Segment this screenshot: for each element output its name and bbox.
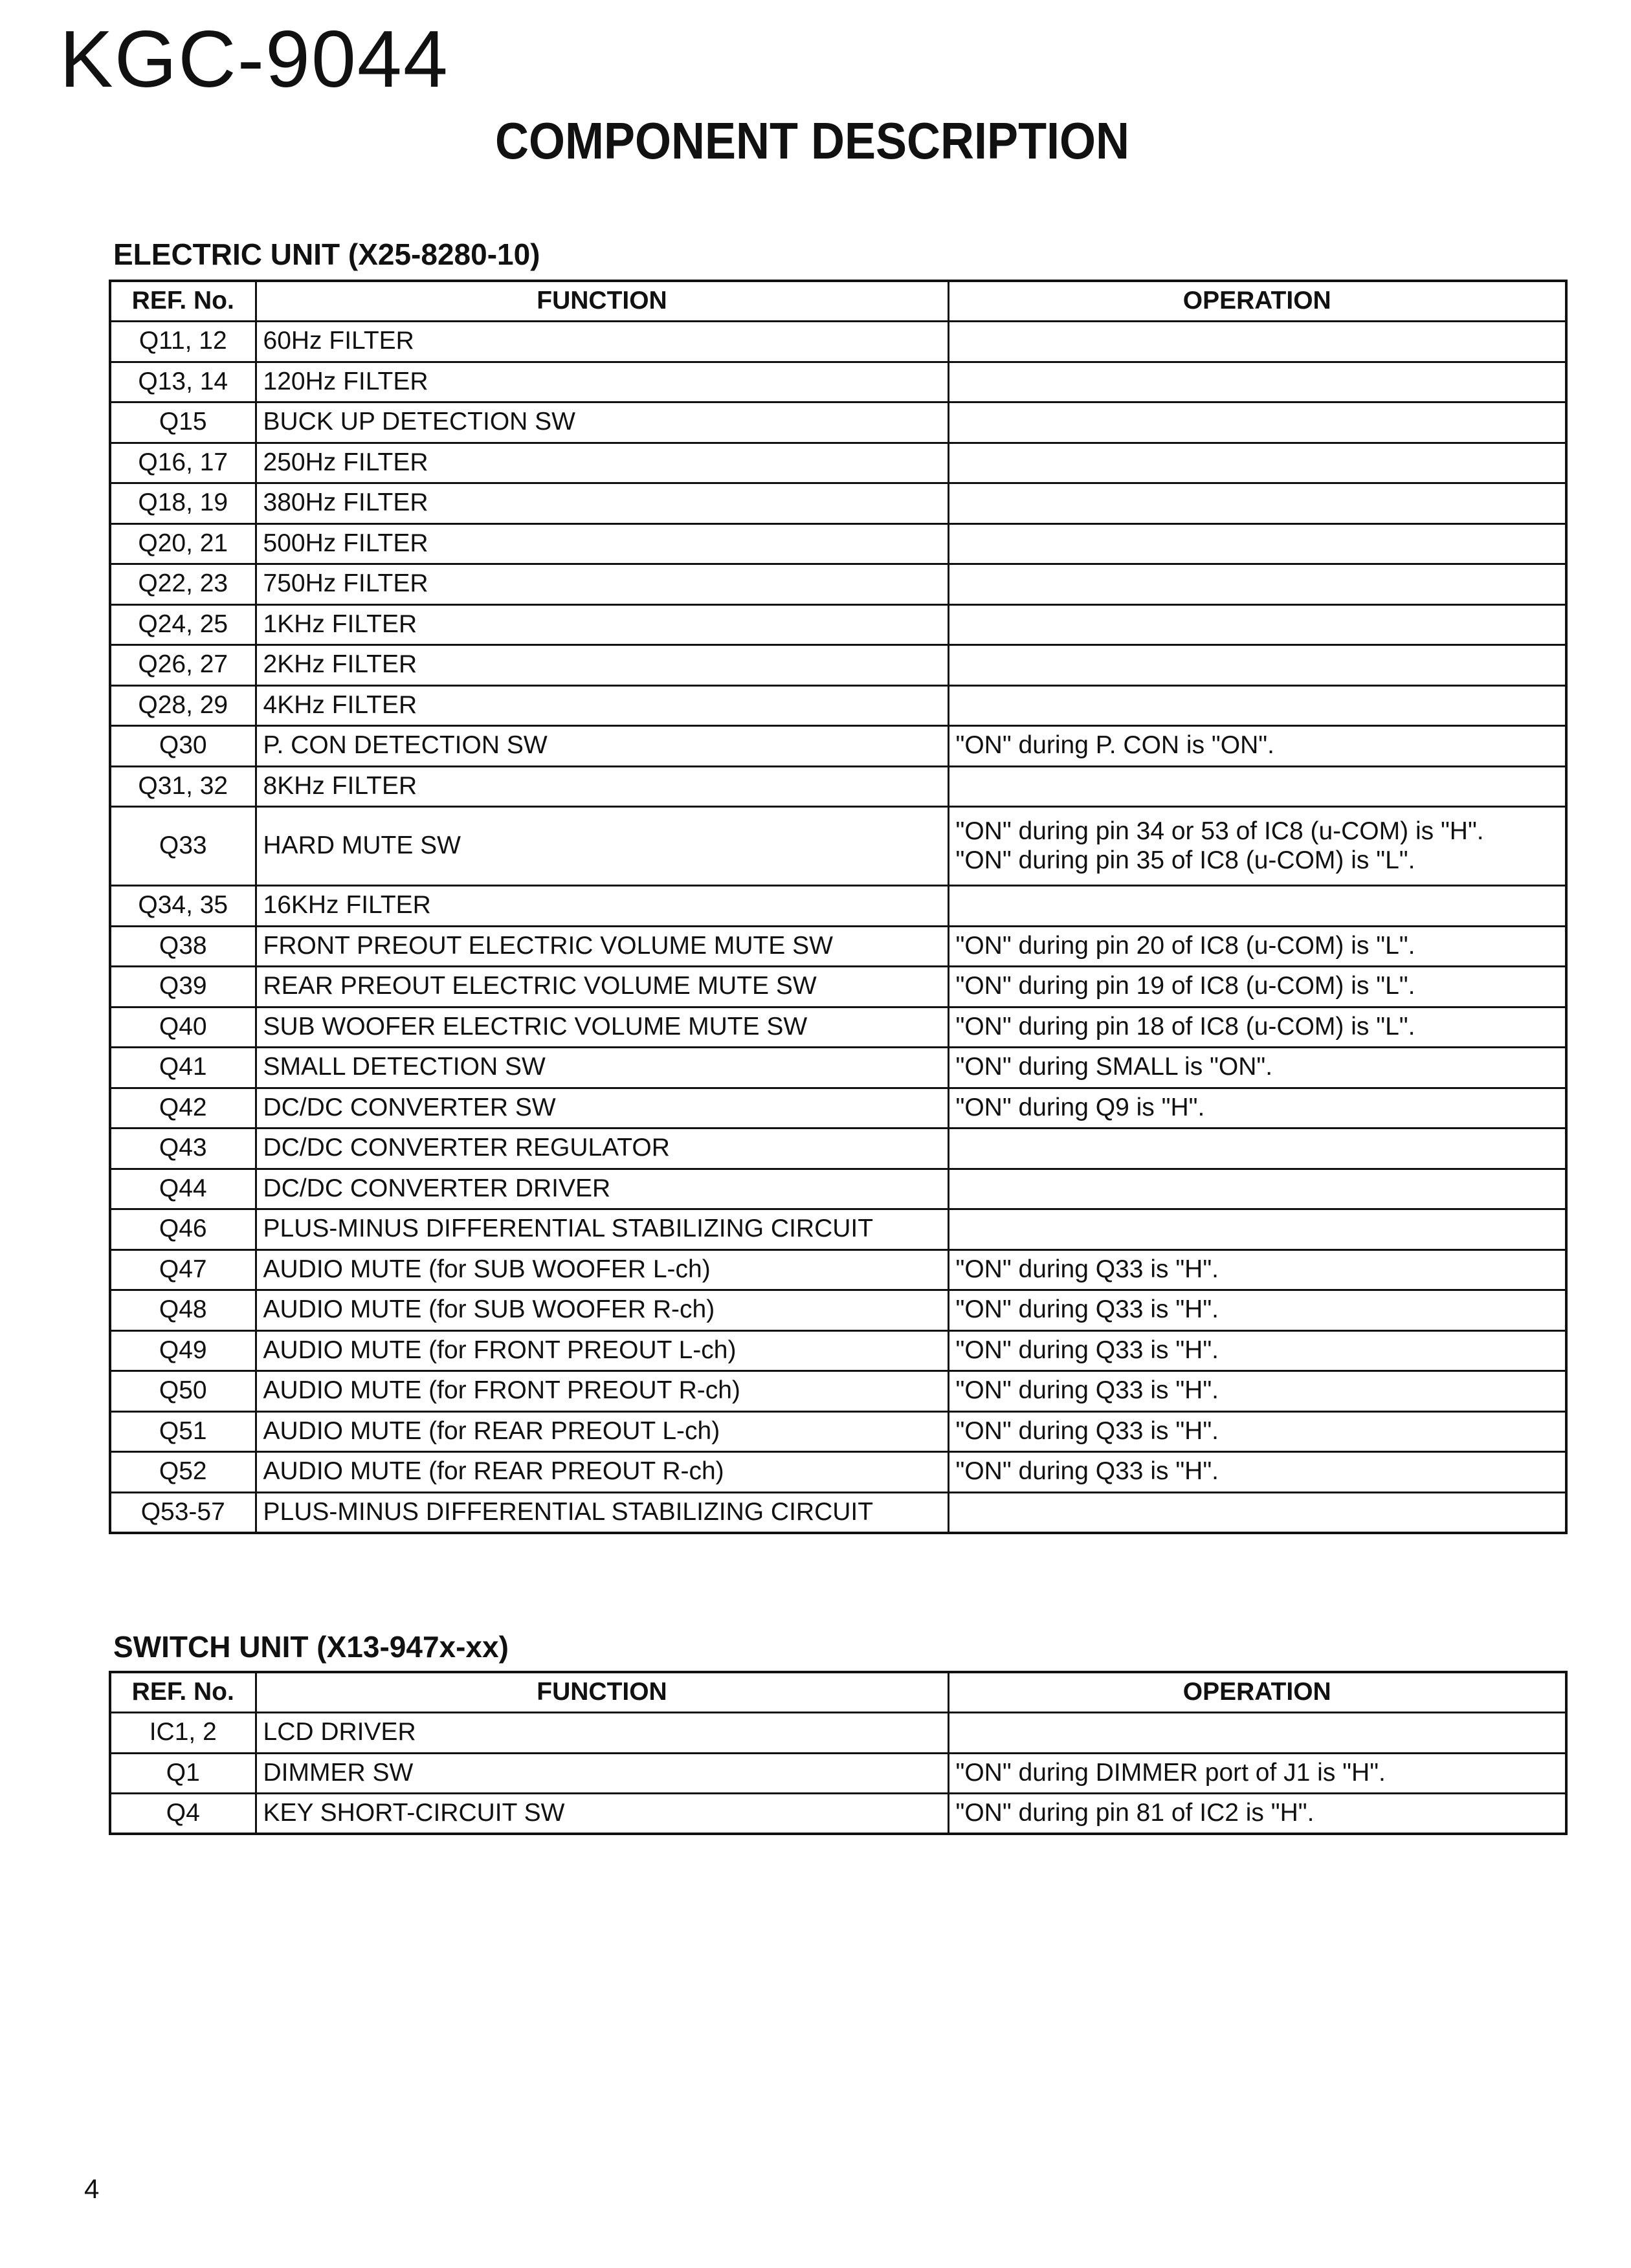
operation-cell (948, 1209, 1566, 1250)
ref-cell: Q16, 17 (110, 443, 256, 483)
ref-cell: Q39 (110, 967, 256, 1007)
ref-column-header: REF. No. (110, 281, 256, 322)
function-cell: REAR PREOUT ELECTRIC VOLUME MUTE SW (256, 967, 948, 1007)
operation-cell: "ON" during DIMMER port of J1 is "H". (948, 1753, 1566, 1794)
page-number: 4 (84, 2174, 100, 2204)
function-cell: 60Hz FILTER (256, 322, 948, 362)
operation-cell (948, 807, 1566, 886)
ref-cell: Q28, 29 (110, 685, 256, 726)
function-cell: AUDIO MUTE (for SUB WOOFER R-ch) (256, 1290, 948, 1331)
model-name: KGC-9044 (60, 15, 449, 104)
table-row (110, 1492, 1566, 1533)
table-row (110, 402, 1566, 443)
table-row (110, 1048, 1566, 1088)
table-row (110, 523, 1566, 564)
table-row (110, 322, 1566, 362)
function-cell: PLUS-MINUS DIFFERENTIAL STABILIZING CIRCUIT (256, 1209, 948, 1250)
table-row (110, 1713, 1566, 1754)
operation-cell (948, 483, 1566, 524)
table-row (110, 1209, 1566, 1250)
operation-cell (948, 322, 1566, 362)
operation-cell: "ON" during Q33 is "H". (948, 1411, 1566, 1452)
ref-cell: Q18, 19 (110, 483, 256, 524)
table-row (110, 807, 1566, 886)
operation-column-header: OPERATION (948, 281, 1566, 322)
table-row (110, 1411, 1566, 1452)
operation-cell (948, 1169, 1566, 1209)
ref-cell: Q48 (110, 1290, 256, 1331)
ref-cell: Q15 (110, 402, 256, 443)
function-cell: 2KHz FILTER (256, 645, 948, 686)
table-row (110, 1371, 1566, 1412)
table-row (110, 1753, 1566, 1794)
function-cell: AUDIO MUTE (for FRONT PREOUT R-ch) (256, 1371, 948, 1412)
ref-cell: Q20, 21 (110, 523, 256, 564)
function-cell: LCD DRIVER (256, 1713, 948, 1754)
ref-cell: Q52 (110, 1452, 256, 1493)
function-cell: AUDIO MUTE (for SUB WOOFER L-ch) (256, 1250, 948, 1290)
table-row (110, 685, 1566, 726)
switch-unit-table (109, 1671, 1568, 1835)
table-row (110, 564, 1566, 605)
function-cell: 1KHz FILTER (256, 604, 948, 645)
function-cell: SUB WOOFER ELECTRIC VOLUME MUTE SW (256, 1007, 948, 1048)
function-cell: SMALL DETECTION SW (256, 1048, 948, 1088)
operation-cell: "ON" during Q33 is "H". (948, 1250, 1566, 1290)
function-cell: AUDIO MUTE (for REAR PREOUT L-ch) (256, 1411, 948, 1452)
switch-unit-heading: SWITCH UNIT (X13-947x-xx) (113, 1630, 509, 1664)
function-cell: DC/DC CONVERTER SW (256, 1088, 948, 1128)
operation-cell: "ON" during pin 81 of IC2 is "H". (948, 1794, 1566, 1834)
operation-cell (948, 604, 1566, 645)
operation-cell: "ON" during pin 18 of IC8 (u-COM) is "L". (948, 1007, 1566, 1048)
table-header-row (110, 281, 1566, 322)
table-row (110, 604, 1566, 645)
function-cell: FRONT PREOUT ELECTRIC VOLUME MUTE SW (256, 926, 948, 967)
table-row (110, 1330, 1566, 1371)
table-row (110, 1290, 1566, 1331)
electric-unit-heading: ELECTRIC UNIT (X25-8280-10) (113, 237, 540, 271)
electric-unit-table (109, 280, 1568, 1534)
operation-cell (948, 443, 1566, 483)
operation-cell: "ON" during pin 19 of IC8 (u-COM) is "L". (948, 967, 1566, 1007)
function-cell: 8KHz FILTER (256, 766, 948, 807)
operation-cell (948, 564, 1566, 605)
table-row (110, 1250, 1566, 1290)
function-cell: 380Hz FILTER (256, 483, 948, 524)
table-row (110, 726, 1566, 767)
function-cell: 4KHz FILTER (256, 685, 948, 726)
ref-cell: Q50 (110, 1371, 256, 1412)
operation-cell (948, 362, 1566, 402)
ref-cell: Q49 (110, 1330, 256, 1371)
operation-cell (948, 1492, 1566, 1533)
function-cell: DIMMER SW (256, 1753, 948, 1794)
ref-cell: Q33 (110, 807, 256, 886)
table-row (110, 766, 1566, 807)
operation-cell (948, 766, 1566, 807)
operation-cell: "ON" during SMALL is "ON". (948, 1048, 1566, 1088)
ref-cell: Q43 (110, 1128, 256, 1169)
table-row (110, 1128, 1566, 1169)
table-row (110, 1007, 1566, 1048)
operation-cell: "ON" during P. CON is "ON". (948, 726, 1566, 767)
ref-cell: Q34, 35 (110, 886, 256, 927)
function-column-header: FUNCTION (256, 1672, 948, 1713)
ref-cell: Q47 (110, 1250, 256, 1290)
ref-cell: Q11, 12 (110, 322, 256, 362)
operation-line: "ON" during pin 34 or 53 of IC8 (u-COM) is "H". (955, 817, 1484, 845)
function-cell: 16KHz FILTER (256, 886, 948, 927)
table-row (110, 1088, 1566, 1128)
function-cell: AUDIO MUTE (for REAR PREOUT R-ch) (256, 1452, 948, 1493)
ref-cell: Q22, 23 (110, 564, 256, 605)
operation-line: "ON" during pin 35 of IC8 (u-COM) is "L". (955, 846, 1415, 874)
operation-cell (948, 886, 1566, 927)
ref-cell: Q24, 25 (110, 604, 256, 645)
function-cell: P. CON DETECTION SW (256, 726, 948, 767)
ref-cell: Q53-57 (110, 1492, 256, 1533)
operation-cell: "ON" during Q33 is "H". (948, 1330, 1566, 1371)
operation-cell: "ON" during Q33 is "H". (948, 1452, 1566, 1493)
ref-cell: Q1 (110, 1753, 256, 1794)
function-cell: PLUS-MINUS DIFFERENTIAL STABILIZING CIRCUIT (256, 1492, 948, 1533)
ref-cell: Q46 (110, 1209, 256, 1250)
table-row (110, 1169, 1566, 1209)
table-row (110, 1452, 1566, 1493)
table-row (110, 1794, 1566, 1834)
ref-cell: Q13, 14 (110, 362, 256, 402)
function-cell: 250Hz FILTER (256, 443, 948, 483)
operation-cell (948, 685, 1566, 726)
ref-cell: Q4 (110, 1794, 256, 1834)
table-row (110, 443, 1566, 483)
table-row (110, 886, 1566, 927)
table-row (110, 926, 1566, 967)
ref-cell: Q30 (110, 726, 256, 767)
function-cell: 120Hz FILTER (256, 362, 948, 402)
function-cell: AUDIO MUTE (for FRONT PREOUT L-ch) (256, 1330, 948, 1371)
ref-cell: Q42 (110, 1088, 256, 1128)
operation-cell (948, 402, 1566, 443)
table-row (110, 483, 1566, 524)
function-cell: BUCK UP DETECTION SW (256, 402, 948, 443)
operation-cell: "ON" during pin 20 of IC8 (u-COM) is "L". (948, 926, 1566, 967)
operation-cell (948, 1713, 1566, 1754)
function-cell: KEY SHORT-CIRCUIT SW (256, 1794, 948, 1834)
table-header-row (110, 1672, 1566, 1713)
ref-cell: Q51 (110, 1411, 256, 1452)
function-cell: 500Hz FILTER (256, 523, 948, 564)
operation-cell (948, 523, 1566, 564)
function-cell: HARD MUTE SW (256, 807, 948, 886)
function-cell: DC/DC CONVERTER DRIVER (256, 1169, 948, 1209)
electric-unit-rows (110, 322, 1566, 1533)
ref-cell: Q38 (110, 926, 256, 967)
operation-cell: "ON" during Q33 is "H". (948, 1371, 1566, 1412)
function-cell: DC/DC CONVERTER REGULATOR (256, 1128, 948, 1169)
function-cell: 750Hz FILTER (256, 564, 948, 605)
function-column-header: FUNCTION (256, 281, 948, 322)
operation-cell: "ON" during Q33 is "H". (948, 1290, 1566, 1331)
table-row (110, 645, 1566, 686)
ref-column-header: REF. No. (110, 1672, 256, 1713)
ref-cell: Q41 (110, 1048, 256, 1088)
ref-cell: IC1, 2 (110, 1713, 256, 1754)
operation-column-header: OPERATION (948, 1672, 1566, 1713)
ref-cell: Q31, 32 (110, 766, 256, 807)
ref-cell: Q44 (110, 1169, 256, 1209)
page-title: COMPONENT DESCRIPTION (495, 112, 1130, 170)
table-row (110, 967, 1566, 1007)
operation-cell (948, 1128, 1566, 1169)
table-row (110, 362, 1566, 402)
ref-cell: Q26, 27 (110, 645, 256, 686)
operation-cell (948, 645, 1566, 686)
switch-unit-rows (110, 1713, 1566, 1834)
operation-cell: "ON" during Q9 is "H". (948, 1088, 1566, 1128)
ref-cell: Q40 (110, 1007, 256, 1048)
